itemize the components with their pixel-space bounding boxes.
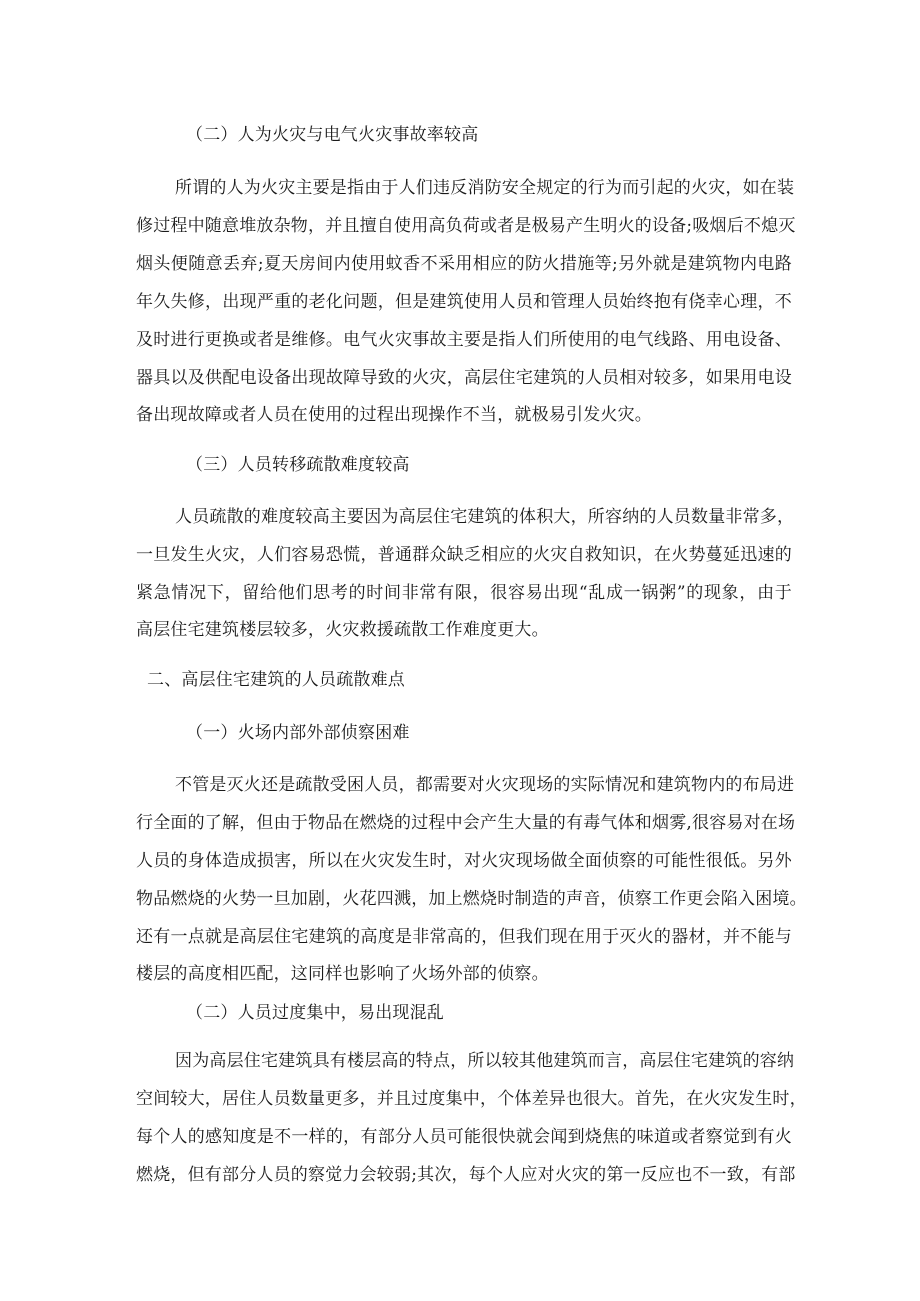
paragraph-line: 修过程中随意堆放杂物，并且擅自使用高负荷或者是极易产生明火的设备;吸烟后不熄灭 — [136, 216, 796, 236]
paragraph-line: 还有一点就是高层住宅建筑的高度是非常高的，但我们现在用于灭火的器材，并不能与 — [136, 927, 792, 947]
subsection-heading: （二）人为火灾与电气火灾事故率较高 — [186, 125, 479, 145]
paragraph-line: 器具以及供配电设备出现故障导致的火灾，高层住宅建筑的人员相对较多，如果用电设 — [136, 368, 792, 388]
paragraph-line: 行全面的了解，但由于物品在燃烧的过程中会产生大量的有毒气体和烟雾,很容易对在场 — [136, 813, 796, 833]
subsection-heading: （三）人员转移疏散难度较高 — [186, 455, 410, 475]
paragraph-line: 紧急情况下，留给他们思考的时间非常有限，很容易出现“乱成一锅粥”的现象，由于 — [136, 583, 792, 603]
paragraph-line: 人员的身体造成损害，所以在火灾发生时，对火灾现场做全面侦察的可能性很低。另外 — [136, 851, 792, 871]
paragraph-line: 备出现故障或者人员在使用的过程出现操作不当，就极易引发火灾。 — [136, 405, 652, 425]
section-heading: 二、高层住宅建筑的人员疏散难点 — [147, 670, 405, 690]
subsection-heading: （二）人员过度集中，易出现混乱 — [186, 1003, 444, 1023]
paragraph-line: 年久失修，出现严重的老化问题，但是建筑使用人员和管理人员始终抱有侥幸心理，不 — [136, 292, 792, 312]
paragraph-line: 空间较大，居住人员数量更多，并且过度集中，个体差异也很大。首先，在火灾发生时， — [136, 1089, 807, 1109]
paragraph-line: 燃烧，但有部分人员的察觉力会较弱;其次，每个人应对火灾的第一反应也不一致，有部 — [136, 1165, 796, 1185]
paragraph-line: 所谓的人为火灾主要是指由于人们违反消防安全规定的行为而引起的火灾，如在装 — [175, 178, 795, 198]
paragraph-line: 高层住宅建筑楼层较多，火灾救援疏散工作难度更大。 — [136, 620, 549, 640]
paragraph-line: 及时进行更换或者是维修。电气火灾事故主要是指人们所使用的电气线路、用电设备、 — [136, 330, 792, 350]
paragraph-line: 一旦发生火灾，人们容易恐慌，普通群众缺乏相应的火灾自救知识，在火势蔓延迅速的 — [136, 545, 792, 565]
paragraph-line: 因为高层住宅建筑具有楼层高的特点，所以较其他建筑而言，高层住宅建筑的容纳 — [175, 1051, 795, 1071]
paragraph-line: 烟头便随意丢弃;夏天房间内使用蚊香不采用相应的防火措施等;另外就是建筑物内电路 — [136, 254, 792, 274]
paragraph-line: 不管是灭火还是疏散受困人员，都需要对火灾现场的实际情况和建筑物内的布局进 — [175, 775, 795, 795]
paragraph-line: 每个人的感知度是不一样的，有部分人员可能很快就会闻到烧焦的味道或者察觉到有火 — [136, 1127, 792, 1147]
subsection-heading: （一）火场内部外部侦察困难 — [186, 723, 410, 743]
paragraph-line: 物品燃烧的火势一旦加剧，火花四溅，加上燃烧时制造的声音，侦察工作更会陷入困境。 — [136, 889, 807, 909]
paragraph-line: 人员疏散的难度较高主要因为高层住宅建筑的体积大，所容纳的人员数量非常多， — [175, 507, 795, 527]
paragraph-line: 楼层的高度相匹配，这同样也影响了火场外部的侦察。 — [136, 964, 549, 984]
